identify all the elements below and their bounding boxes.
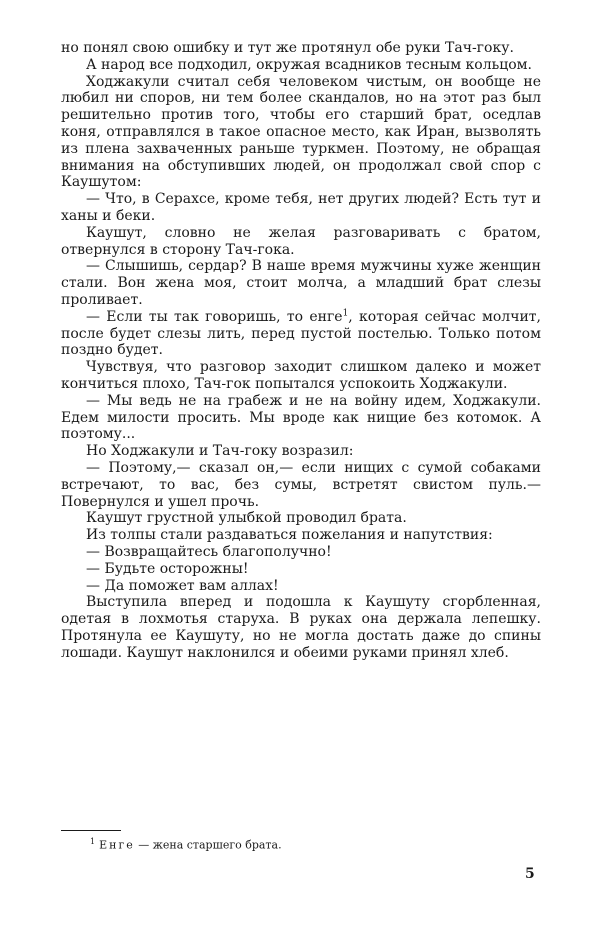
paragraph-16: — Да поможет вам аллах!	[86, 577, 279, 594]
paragraph-17: Выступила вперед и подошла к Каушуту сгорбленная, одетая в лохмотья старуха. В руках она держала лепешку. Протянула ее Каушуту, но не могла достать даже до спины лошади. Каушут наклонился и обеими руками принял хлеб.	[61, 594, 541, 661]
paragraph-1: но понял свою ошибку и тут же протянул обе руки Тач-гоку.	[61, 40, 514, 56]
main-text	[61, 40, 541, 661]
paragraph-10: Но Ходжакули и Тач-гоку возразил:	[86, 443, 354, 460]
paragraph-13: Из толпы стали раздаваться пожелания и напутствия:	[86, 527, 493, 544]
paragraph-7-after: , которая сейчас молчит, после будет слезы лить, перед пустой постелью. Только потом поздно будет.	[61, 308, 541, 359]
page-body	[61, 40, 541, 661]
paragraph-8: Чувствуя, что разговор заходит слишком далеко и может кончиться плохо, Тач-гок попытался успокоить Ходжакули.	[61, 359, 541, 392]
paragraph-7-before: — Если ты так говоришь, то енге	[86, 308, 343, 325]
paragraph-12: Каушут грустной улыбкой проводил брата.	[86, 510, 407, 527]
paragraph-5: Каушут, словно не желая разговаривать с братом, отвернулся в сторону Тач-гока.	[61, 224, 541, 258]
paragraph-2: А народ все подходил, окружая всадников тесным кольцом.	[86, 56, 532, 73]
footnote-definition: — жена старшего брата.	[134, 838, 282, 852]
paragraph-11: — Поэтому,— сказал он,— если нищих с сумой собаками встречают, то вас, без сумы, встретят свистом пуль.— Повернулся и ушел прочь.	[61, 459, 541, 510]
footnote-reference: 1	[342, 308, 349, 319]
footnote	[90, 835, 282, 853]
paragraph-14: — Возвращайтесь благополучно!	[86, 543, 332, 560]
paragraph-4: — Что, в Серахсе, кроме тебя, нет других людей? Есть тут и ханы и беки.	[61, 191, 541, 224]
footnote-mark: 1	[90, 837, 96, 846]
page-number: 5	[525, 866, 535, 882]
footnote-term: Енге	[99, 838, 135, 852]
footnote-divider	[61, 830, 121, 831]
paragraph-15: — Будьте осторожны!	[86, 560, 249, 577]
paragraph-6: — Слышишь, сердар? В наше время мужчины хуже женщин стали. Вон жена моя, стоит молча, а младший брат слезы проливает.	[61, 258, 541, 308]
paragraph-7	[61, 309, 541, 359]
paragraph-3: Ходжакули считал себя человеком чистым, он вообще не любил ни споров, ни тем более скандалов, но на этот раз был решительно против того, чтобы его старший брат, оседлав коня, отправлялся в такое опасное место, как Иран, вызволять из плена захваченных раньше туркмен. Поэтому, не обращая внимания на обступивших людей, он продолжал свой спор с Каушутом:	[61, 73, 541, 191]
paragraph-9: — Мы ведь не на грабеж и не на войну идем, Ходжакули. Едем милости просить. Мы вроде как нищие без котомок. А поэтому...	[61, 392, 541, 443]
